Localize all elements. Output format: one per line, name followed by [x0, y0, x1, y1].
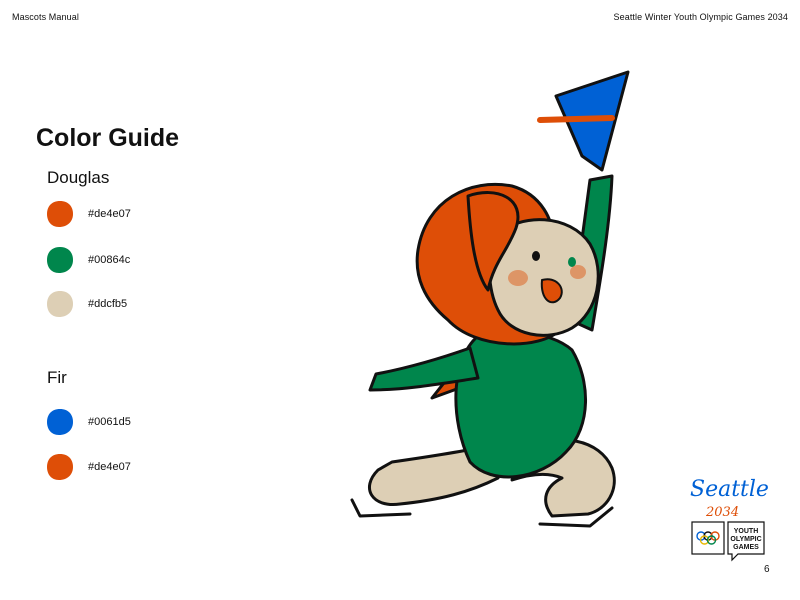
section-douglas-heading: Douglas — [47, 168, 110, 187]
hex-label: #00864c — [88, 254, 131, 266]
page-number: 6 — [764, 564, 770, 575]
hex-label: #de4e07 — [88, 461, 131, 473]
swatch-douglas-1 — [46, 200, 131, 228]
flag-stripe — [540, 118, 612, 120]
manual-title: Mascots Manual — [12, 12, 79, 22]
cheek-left — [508, 270, 528, 286]
seattle-2034-logo — [688, 460, 768, 575]
color-swatch — [46, 408, 74, 436]
logo-city: Seattle — [690, 477, 768, 502]
eye-right — [568, 257, 576, 267]
event-title: Seattle Winter Youth Olympic Games 2034 — [613, 12, 788, 22]
color-swatch — [46, 453, 74, 481]
badge-line-3: GAMES — [733, 544, 759, 551]
badge-line-1: YOUTH — [733, 528, 759, 535]
swatch-douglas-2 — [46, 246, 130, 274]
hex-label: #de4e07 — [88, 208, 131, 220]
logo-year: 2034 — [706, 505, 740, 520]
page-title: Color Guide — [36, 124, 180, 152]
eye-left — [532, 251, 540, 261]
color-swatch — [46, 246, 74, 274]
mascot-illustration — [340, 60, 640, 540]
swatch-fir-1 — [46, 408, 131, 436]
swatch-douglas-3 — [46, 290, 127, 318]
cheek-right — [570, 265, 586, 279]
section-fir-heading: Fir — [47, 368, 67, 387]
hex-label: #ddcfb5 — [88, 298, 128, 310]
hex-label: #0061d5 — [88, 416, 131, 428]
mascot-mouth — [542, 279, 562, 302]
color-swatch — [46, 290, 74, 318]
badge-line-2: OLYMPIC — [730, 536, 762, 543]
color-swatch — [46, 200, 74, 228]
swatch-fir-2 — [46, 453, 131, 481]
